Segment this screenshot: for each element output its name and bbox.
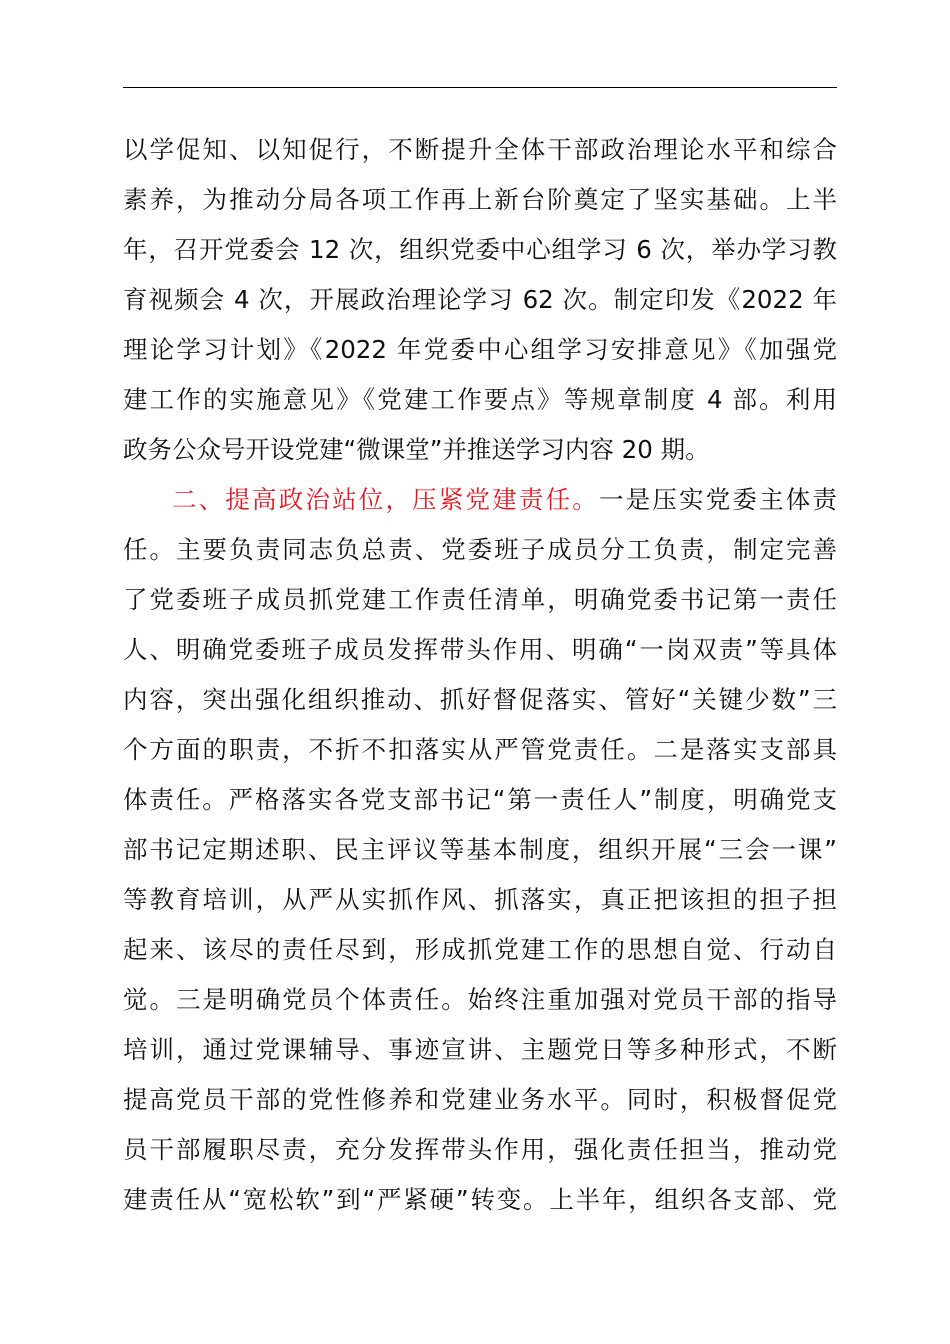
text-line: 等教育培训，从严从实抓作风、抓落实，真正把该担的担子担 [123,885,837,914]
section-2-first-line [123,475,837,525]
text-line: 员干部履职尽责，充分发挥带头作用，强化责任担当，推动党 [123,1135,837,1164]
section-2-first-line-text: 一是压实党委主体责 [599,485,837,514]
text-line: 育视频会 4 次，开展政治理论学习 62 次。制定印发《2022 年 [123,285,837,314]
text-line: 提高党员干部的党性修养和党建业务水平。同时，积极督促党 [123,1085,837,1114]
text-line: 理论学习计划》《2022 年党委中心组学习安排意见》《加强党 [123,335,837,364]
text-line: 个方面的职责，不折不扣落实从严管党责任。二是落实支部具 [123,735,837,764]
text-line: 任。主要负责同志负总责、党委班子成员分工负责，制定完善 [123,535,837,564]
text-line: 以学促知、以知促行，不断提升全体干部政治理论水平和综合 [123,135,837,164]
paragraph-1 [123,125,837,475]
text-line: 建责任从“宽松软”到“严紧硬”转变。上半年，组织各支部、党 [123,1185,837,1214]
paragraph-2 [123,475,837,1225]
text-line: 起来、该尽的责任尽到，形成抓党建工作的思想自觉、行动自 [123,935,837,964]
text-line: 人、明确党委班子成员发挥带头作用、明确“一岗双责”等具体 [123,635,837,664]
text-line: 素养，为推动分局各项工作再上新台阶奠定了坚实基础。上半 [123,185,837,214]
text-line: 政务公众号开设党建“微课堂”并推送学习内容 20 期。 [123,435,710,464]
section-2-heading: 二、提高政治站位，压紧党建责任。 [172,485,599,514]
text-line: 体责任。严格落实各党支部书记“第一责任人”制度，明确党支 [123,785,837,814]
text-line: 部书记定期述职、民主评议等基本制度，组织开展“三会一课” [123,835,837,864]
text-line: 年，召开党委会 12 次，组织党委中心组学习 6 次，举办学习教 [123,235,837,264]
text-line: 建工作的实施意见》《党建工作要点》等规章制度 4 部。利用 [123,385,837,414]
text-line: 觉。三是明确党员个体责任。始终注重加强对党员干部的指导 [123,985,837,1014]
text-line: 培训，通过党课辅导、事迹宣讲、主题党日等多种形式，不断 [123,1035,837,1064]
header-rule [123,87,837,88]
text-line: 内容，突出强化组织推动、抓好督促落实、管好“关键少数”三 [123,685,837,714]
text-line: 了党委班子成员抓党建工作责任清单，明确党委书记第一责任 [123,585,837,614]
